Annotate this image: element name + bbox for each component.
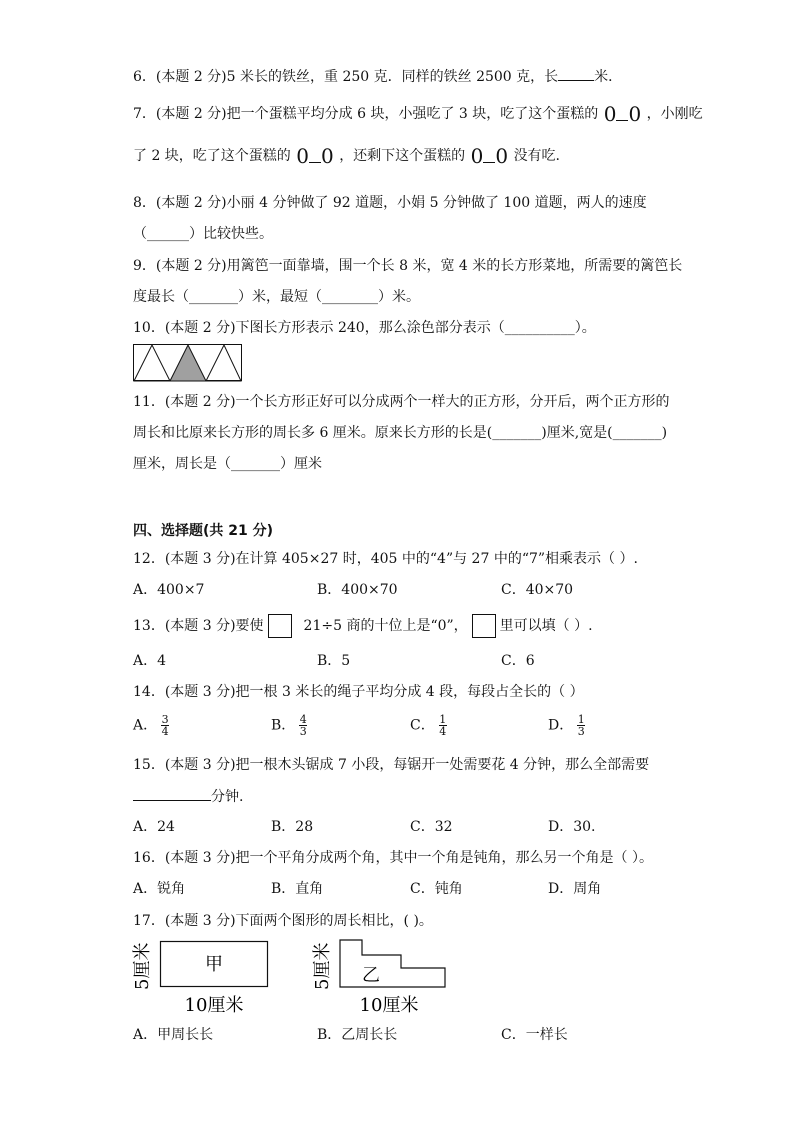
q17-fig1-bottom-label: 10厘米 [184, 995, 244, 1016]
q9-line-1: 9．(本题 2 分)用篱笆一面靠墙，围一个长 8 米，宽 4 米的长方形菜地，所需要的篱笆长 [133, 258, 683, 274]
q16-option-d[interactable]: D．周角 [548, 881, 602, 897]
q17-line: 17．(本题 3 分)下面两个图形的周长相比，( )。 [133, 913, 433, 929]
q17-figure-yi [311, 934, 461, 1020]
q17-option-c[interactable]: C．一样长 [501, 1027, 568, 1043]
q10-triangle-shaded [170, 345, 206, 381]
q13-option-a[interactable]: A．4 [133, 653, 167, 669]
q17-option-a[interactable]: A．甲周长长 [133, 1027, 214, 1043]
section-heading: 四、选择题(共 21 分) [133, 523, 274, 539]
q15-option-b[interactable]: B．28 [271, 819, 314, 835]
q16-option-c[interactable]: C．钝角 [410, 881, 463, 897]
q7-text-2a: 了 2 块，吃了这个蛋糕的 [133, 148, 291, 164]
q15-option-c[interactable]: C．32 [410, 819, 453, 835]
q17-fig2-bottom-label: 10厘米 [359, 995, 419, 1016]
q15-line-2 [133, 786, 243, 807]
q17-fig2-side-label: 5厘米 [312, 942, 333, 990]
q7-text-1b: ，小刚吃 [646, 106, 703, 122]
q11-line-1: 11．(本题 2 分)一个长方形正好可以分成两个一样大的正方形，分开后，两个正方形的 [133, 394, 670, 410]
q12-option-b[interactable]: B．400×70 [317, 582, 398, 598]
q14-option-a[interactable]: A． $\frac{3}{4}$ [133, 713, 169, 738]
q15-option-d[interactable]: D．30. [548, 819, 596, 835]
q13-option-b[interactable]: B．5 [317, 653, 351, 669]
q6-blank[interactable] [558, 66, 594, 81]
q15-suffix: 分钟. [211, 789, 244, 805]
q14-option-b[interactable]: B． $\frac{4}{3}$ [271, 713, 307, 738]
q7-fraction-2[interactable]: 0 0 [296, 144, 334, 168]
q6-text: 6．(本题 2 分)5 米长的铁丝，重 250 克．同样的铁丝 2500 克，长 [133, 69, 559, 85]
q11-line-2: 周长和比原来长方形的周长多 6 厘米。原来长方形的长是(_______)厘米,宽是(_______) [133, 425, 668, 441]
q12-option-c[interactable]: C．40×70 [501, 582, 574, 598]
q13-text-b: 21÷5 商的十位上是“0”， [303, 618, 468, 634]
q7-text-2c: 没有吃. [513, 148, 561, 164]
q15-blank[interactable] [133, 786, 211, 801]
q8-line-2: （______）比较快些。 [133, 226, 273, 242]
q17-fig2-staircase [340, 940, 445, 987]
q16-line: 16．(本题 3 分)把一个平角分成两个角，其中一个角是钝角，那么另一个角是（ ）。 [133, 850, 653, 866]
q9-line-2: 度最长（_______）米，最短（________）米。 [133, 289, 420, 305]
q12-option-a[interactable]: A．400×7 [133, 582, 205, 598]
q10-triangle-1 [134, 345, 170, 381]
q14-option-d[interactable]: D． $\frac{1}{3}$ [548, 713, 585, 738]
q7-line-1 [133, 104, 703, 124]
q17-option-b[interactable]: B．乙周长长 [317, 1027, 398, 1043]
q6-suffix: 米． [594, 69, 623, 85]
q12-line: 12．(本题 3 分)在计算 405×27 时，405 中的“4”与 27 中的“7”相乘表示（ ）. [133, 551, 638, 567]
q13-option-c[interactable]: C．6 [501, 653, 535, 669]
q17-figure-jia [130, 934, 280, 1020]
q16-option-a[interactable]: A．锐角 [133, 881, 186, 897]
q14-line: 14．(本题 3 分)把一根 3 米长的绳子平均分成 4 段，每段占全长的（ ） [133, 684, 584, 700]
q10-figure [133, 344, 243, 382]
q13-line [133, 614, 593, 638]
q13-text-a: 13．(本题 3 分)要使 [133, 618, 264, 634]
q15-line-1: 15．(本题 3 分)把一根木头锯成 7 小段，每锯开一处需要花 4 分钟，那么全部需要 [133, 757, 650, 773]
q15-option-a[interactable]: A．24 [133, 819, 175, 835]
q7-text-2b: ，还剩下这个蛋糕的 [339, 148, 466, 164]
q17-fig1-side-label: 5厘米 [132, 942, 153, 990]
q6-line [133, 66, 622, 87]
q7-fraction-1[interactable]: 0 0 [603, 102, 642, 126]
q7-text-1a: 7．(本题 2 分)把一个蛋糕平均分成 6 块，小强吃了 3 块，吃了这个蛋糕的 [133, 106, 599, 122]
q7-fraction-3[interactable]: 0 0 [470, 144, 509, 168]
q10-line: 10．(本题 2 分)下图长方形表示 240，那么涂色部分表示（__________）。 [133, 320, 596, 336]
q13-answer-box-1[interactable] [268, 614, 292, 638]
q10-triangle-3 [206, 345, 241, 381]
q16-option-b[interactable]: B．直角 [271, 881, 324, 897]
q7-line-2 [133, 146, 560, 166]
q17-fig1-label: 甲 [205, 954, 223, 975]
q14-option-c[interactable]: C． $\frac{1}{4}$ [410, 713, 447, 738]
q17-fig2-label: 乙 [362, 965, 380, 986]
q11-line-3: 厘米，周长是（_______）厘米 [133, 456, 322, 472]
q8-line-1: 8．(本题 2 分)小丽 4 分钟做了 92 道题，小娟 5 分钟做了 100 道题，两人的速度 [133, 195, 647, 211]
q13-answer-box-2[interactable] [472, 614, 496, 638]
q13-text-c: 里可以填（ ）. [499, 618, 593, 634]
